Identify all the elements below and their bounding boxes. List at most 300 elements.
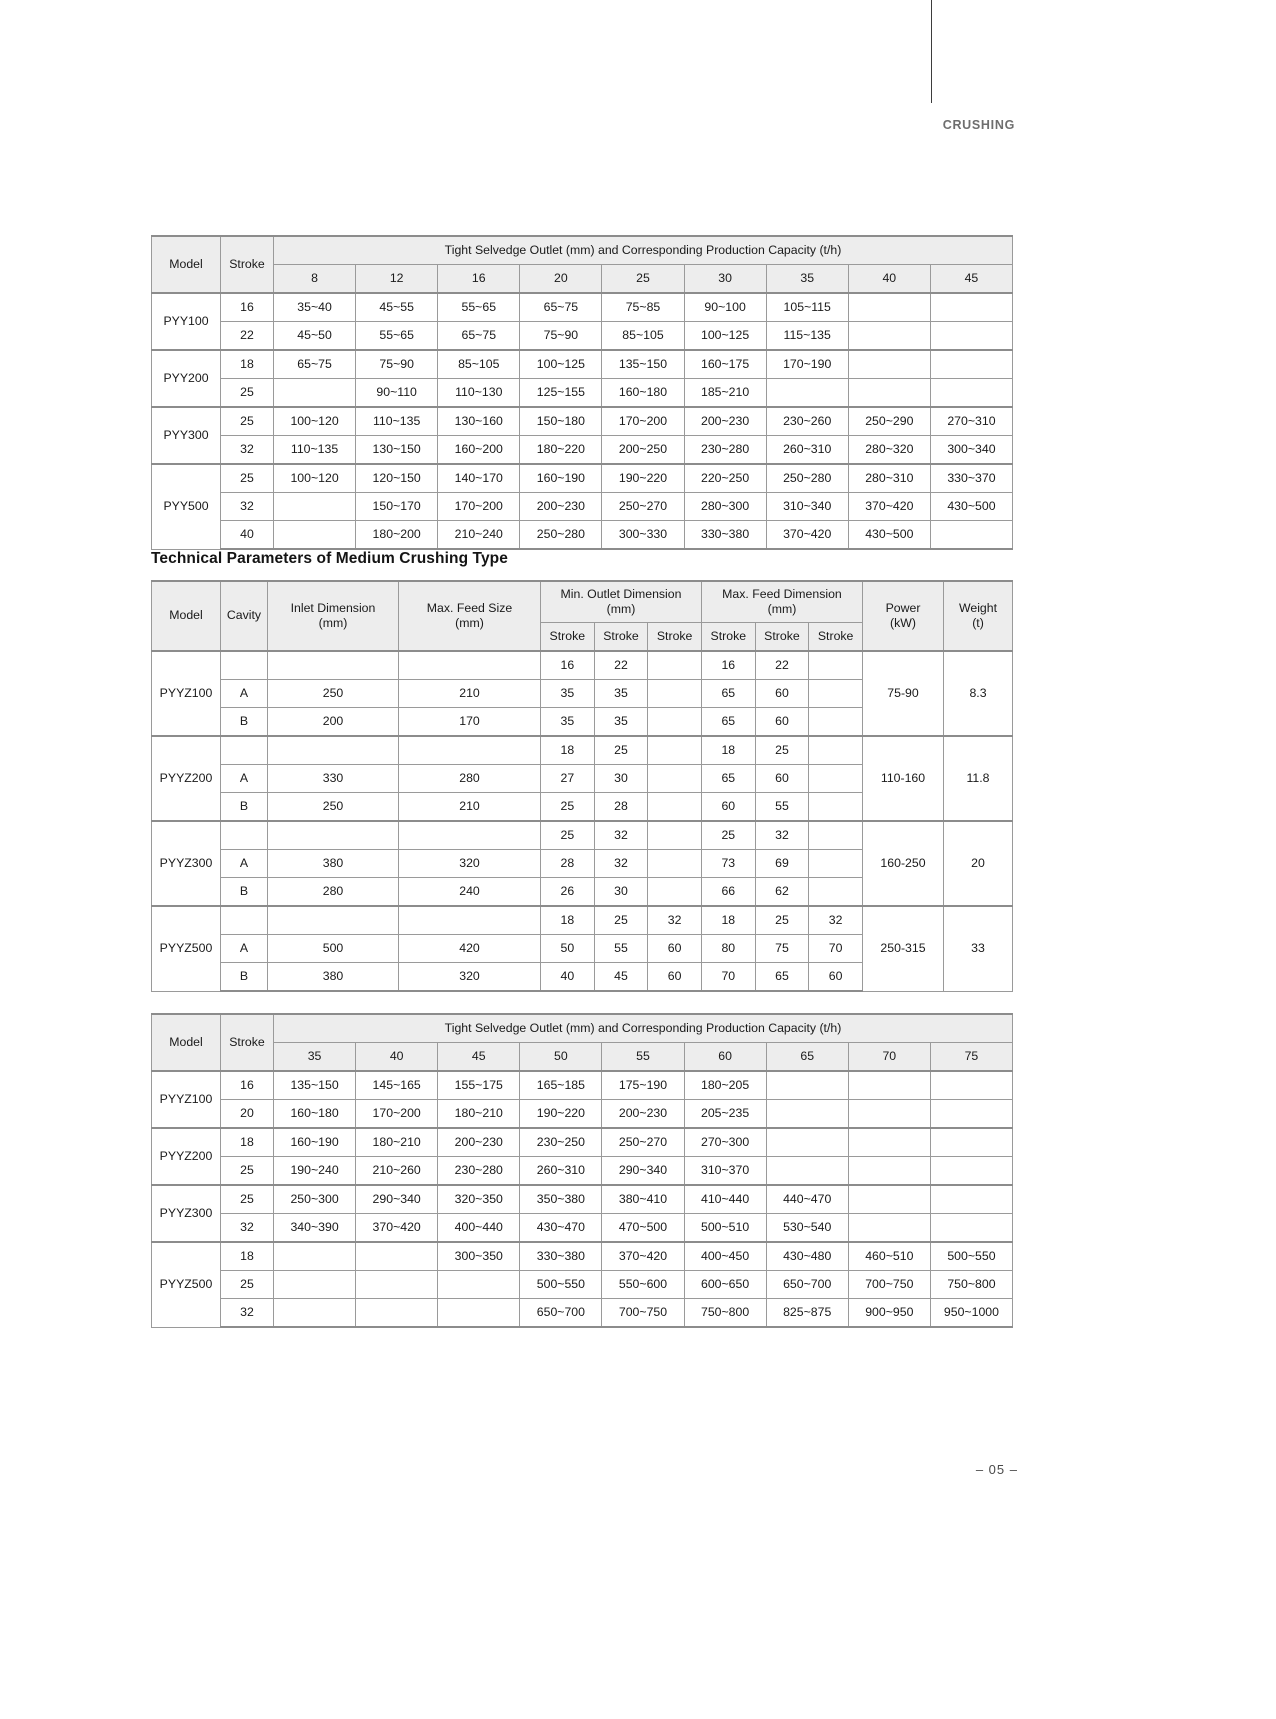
max-feed-dimension-cell: 55: [755, 793, 809, 822]
max-feed-dimension-cell: 60: [755, 680, 809, 708]
capacity-cell: 65~75: [520, 293, 602, 322]
capacity-cell: [930, 379, 1012, 408]
capacity-cell: 65~75: [438, 322, 520, 351]
capacity-cell: 190~240: [274, 1157, 356, 1186]
capacity-cell: [930, 1071, 1012, 1100]
capacity-cell: 170~190: [766, 350, 848, 379]
capacity-cell: 130~150: [356, 436, 438, 465]
capacity-cell: 45~50: [274, 322, 356, 351]
min-outlet-cell: 35: [541, 680, 595, 708]
table2-col-power-line1: Power: [885, 600, 921, 615]
table2-col-max-feed-size-line1: Max. Feed Size: [426, 600, 513, 615]
cavity-cell: A: [221, 850, 268, 878]
capacity-cell: 290~340: [356, 1185, 438, 1214]
capacity-cell: 45~55: [356, 293, 438, 322]
capacity-cell: 250~270: [602, 1128, 684, 1157]
capacity-cell: [848, 322, 930, 351]
capacity-cell: [356, 1299, 438, 1328]
max-feed-dimension-cell: 65: [701, 680, 755, 708]
inlet-dimension-cell: 200: [268, 708, 399, 737]
max-feed-dimension-cell: 69: [755, 850, 809, 878]
capacity-cell: 220~250: [684, 464, 766, 493]
capacity-cell: 470~500: [602, 1214, 684, 1243]
capacity-cell: 280~310: [848, 464, 930, 493]
min-outlet-cell: 32: [594, 821, 648, 850]
max-feed-dimension-cell: 25: [701, 821, 755, 850]
capacity-cell: 330~370: [930, 464, 1012, 493]
min-outlet-cell: [648, 793, 702, 822]
capacity-cell: 170~200: [356, 1100, 438, 1129]
capacity-cell: 400~440: [438, 1214, 520, 1243]
stroke-cell: 32: [221, 436, 274, 465]
table1-col-stroke: Stroke: [221, 236, 274, 293]
stroke-cell: 18: [221, 1242, 274, 1271]
capacity-cell: [930, 1157, 1012, 1186]
max-feed-size-cell: [399, 906, 541, 935]
outlet-header-70: 70: [848, 1043, 930, 1072]
capacity-cell: 110~135: [356, 407, 438, 436]
capacity-cell: 110~135: [274, 436, 356, 465]
capacity-cell: 200~230: [602, 1100, 684, 1129]
stroke-cell: 22: [221, 322, 274, 351]
cavity-cell: A: [221, 680, 268, 708]
max-feed-dimension-cell: [809, 708, 863, 737]
min-outlet-cell: 32: [594, 850, 648, 878]
table1-container: [151, 235, 1013, 550]
max-feed-dimension-cell: 16: [701, 651, 755, 680]
capacity-cell: 230~250: [520, 1128, 602, 1157]
capacity-cell: [930, 521, 1012, 550]
capacity-cell: 120~150: [356, 464, 438, 493]
weight-cell: 11.8: [944, 736, 1013, 821]
outlet-header-40: 40: [848, 265, 930, 294]
max-feed-dimension-cell: 62: [755, 878, 809, 907]
min-outlet-cell: 26: [541, 878, 595, 907]
table2-body: [152, 651, 1013, 991]
outlet-header-20: 20: [520, 265, 602, 294]
inlet-dimension-cell: 250: [268, 680, 399, 708]
table2-col-max-feed-dimension: [701, 581, 862, 623]
stroke-cell: 16: [221, 293, 274, 322]
capacity-cell: 280~300: [684, 493, 766, 521]
capacity-cell: 330~380: [684, 521, 766, 550]
capacity-cell: 370~420: [602, 1242, 684, 1271]
inlet-dimension-cell: 380: [268, 850, 399, 878]
capacity-cell: 900~950: [848, 1299, 930, 1328]
capacity-cell: [848, 1214, 930, 1243]
capacity-cell: [848, 1185, 930, 1214]
stroke-cell: 25: [221, 1185, 274, 1214]
capacity-cell: 310~370: [684, 1157, 766, 1186]
min-outlet-cell: 25: [594, 906, 648, 935]
min-outlet-cell: 60: [648, 963, 702, 992]
capacity-cell: 430~500: [848, 521, 930, 550]
min-outlet-cell: 28: [594, 793, 648, 822]
capacity-cell: [356, 1271, 438, 1299]
capacity-cell: 130~160: [438, 407, 520, 436]
outlet-header-55: 55: [602, 1043, 684, 1072]
inlet-dimension-cell: [268, 736, 399, 765]
max-feed-dimension-cell: 32: [809, 906, 863, 935]
capacity-cell: 135~150: [602, 350, 684, 379]
capacity-cell: 160~180: [274, 1100, 356, 1129]
table2-col-weight-line1: Weight: [958, 600, 998, 615]
capacity-cell: 280~320: [848, 436, 930, 465]
capacity-cell: 200~230: [520, 493, 602, 521]
table-row: [152, 1100, 1013, 1129]
capacity-cell: 150~180: [520, 407, 602, 436]
capacity-cell: 600~650: [684, 1271, 766, 1299]
cavity-cell: [221, 736, 268, 765]
section-label: CRUSHING: [942, 118, 1015, 132]
inlet-dimension-cell: 250: [268, 793, 399, 822]
table-row: [152, 379, 1013, 408]
max-feed-dimension-cell: 70: [701, 963, 755, 992]
capacity-cell: 300~330: [602, 521, 684, 550]
stroke-cell: 18: [221, 1128, 274, 1157]
capacity-cell: 350~380: [520, 1185, 602, 1214]
capacity-cell: 55~65: [356, 322, 438, 351]
capacity-cell: 410~440: [684, 1185, 766, 1214]
max-feed-dimension-cell: [809, 821, 863, 850]
table-row: [152, 464, 1013, 493]
model-cell: PYYZ200: [152, 736, 221, 821]
min-outlet-cell: 30: [594, 878, 648, 907]
capacity-cell: 165~185: [520, 1071, 602, 1100]
outlet-header-8: 8: [274, 265, 356, 294]
capacity-cell: [848, 1071, 930, 1100]
capacity-cell: 370~420: [356, 1214, 438, 1243]
capacity-cell: [848, 1100, 930, 1129]
capacity-cell: 270~300: [684, 1128, 766, 1157]
capacity-cell: 825~875: [766, 1299, 848, 1328]
cavity-cell: [221, 821, 268, 850]
cavity-cell: B: [221, 963, 268, 992]
outlet-header-65: 65: [766, 1043, 848, 1072]
capacity-cell: 160~180: [602, 379, 684, 408]
max-feed-size-cell: 320: [399, 850, 541, 878]
capacity-cell: 125~155: [520, 379, 602, 408]
max-feed-dimension-cell: [809, 736, 863, 765]
max-feed-size-cell: 320: [399, 963, 541, 992]
capacity-cell: [274, 379, 356, 408]
cavity-cell: A: [221, 765, 268, 793]
model-cell: PYYZ300: [152, 1185, 221, 1242]
table2-col-power-line2: (kW): [890, 616, 916, 630]
max-feed-dimension-cell: 18: [701, 736, 755, 765]
table-row: [152, 1157, 1013, 1186]
model-cell: PYY100: [152, 293, 221, 350]
stroke-cell: 25: [221, 379, 274, 408]
table-row: [152, 322, 1013, 351]
max-feed-dimension-cell: [809, 878, 863, 907]
min-outlet-cell: 40: [541, 963, 595, 992]
capacity-cell: 180~210: [438, 1100, 520, 1129]
min-outlet-cell: 28: [541, 850, 595, 878]
capacity-cell: [930, 293, 1012, 322]
min-outlet-cell: 45: [594, 963, 648, 992]
outlet-header-16: 16: [438, 265, 520, 294]
table2-col-max-feed-size: [399, 581, 541, 651]
capacity-cell: [930, 350, 1012, 379]
table-row: [152, 1071, 1013, 1100]
capacity-cell: 160~175: [684, 350, 766, 379]
capacity-cell: 400~450: [684, 1242, 766, 1271]
max-feed-size-cell: 210: [399, 680, 541, 708]
model-cell: PYYZ500: [152, 906, 221, 991]
capacity-cell: 750~800: [930, 1271, 1012, 1299]
stroke-subheader: Stroke: [701, 623, 755, 652]
capacity-cell: [848, 1157, 930, 1186]
table2-col-power: [863, 581, 944, 651]
capacity-cell: 550~600: [602, 1271, 684, 1299]
capacity-cell: 430~470: [520, 1214, 602, 1243]
min-outlet-cell: [648, 765, 702, 793]
max-feed-dimension-cell: 70: [809, 935, 863, 963]
max-feed-dimension-cell: [809, 680, 863, 708]
capacity-cell: 190~220: [520, 1100, 602, 1129]
min-outlet-cell: 32: [648, 906, 702, 935]
outlet-header-45: 45: [438, 1043, 520, 1072]
capacity-cell: 650~700: [766, 1271, 848, 1299]
min-outlet-cell: 30: [594, 765, 648, 793]
capacity-cell: [438, 1299, 520, 1328]
capacity-cell: [274, 493, 356, 521]
outlet-header-60: 60: [684, 1043, 766, 1072]
capacity-cell: [930, 1128, 1012, 1157]
max-feed-dimension-cell: 65: [701, 765, 755, 793]
capacity-cell: 155~175: [438, 1071, 520, 1100]
table-row: [152, 407, 1013, 436]
table2-col-max-feed-dim-line2: (mm): [767, 602, 797, 616]
table3-col-model: Model: [152, 1014, 221, 1071]
min-outlet-cell: 27: [541, 765, 595, 793]
capacity-cell: [930, 1185, 1012, 1214]
inlet-dimension-cell: [268, 906, 399, 935]
cavity-cell: B: [221, 708, 268, 737]
outlet-header-45: 45: [930, 265, 1012, 294]
min-outlet-cell: 22: [594, 651, 648, 680]
min-outlet-cell: 25: [541, 793, 595, 822]
header-vertical-rule: [931, 0, 932, 103]
min-outlet-cell: [648, 850, 702, 878]
capacity-cell: 200~230: [438, 1128, 520, 1157]
capacity-cell: 210~240: [438, 521, 520, 550]
section-title-container: [151, 550, 508, 568]
stroke-subheader: Stroke: [755, 623, 809, 652]
capacity-cell: [848, 1128, 930, 1157]
capacity-cell: 340~390: [274, 1214, 356, 1243]
capacity-cell: 100~125: [520, 350, 602, 379]
max-feed-size-cell: 210: [399, 793, 541, 822]
capacity-cell: 270~310: [930, 407, 1012, 436]
max-feed-dimension-cell: [809, 850, 863, 878]
stroke-subheader: Stroke: [541, 623, 595, 652]
capacity-cell: 380~410: [602, 1185, 684, 1214]
capacity-cell: [274, 1242, 356, 1271]
min-outlet-cell: [648, 708, 702, 737]
cavity-cell: [221, 651, 268, 680]
stroke-cell: 40: [221, 521, 274, 550]
stroke-cell: 18: [221, 350, 274, 379]
table2-col-min-outlet-line2: (mm): [606, 602, 636, 616]
capacity-cell: 100~125: [684, 322, 766, 351]
capacity-cell: 160~190: [520, 464, 602, 493]
power-cell: 75-90: [863, 651, 944, 736]
capacity-cell: 185~210: [684, 379, 766, 408]
max-feed-dimension-cell: 80: [701, 935, 755, 963]
table-row: [152, 906, 1013, 935]
capacity-cell: 460~510: [848, 1242, 930, 1271]
capacity-cell: 135~150: [274, 1071, 356, 1100]
min-outlet-cell: 35: [541, 708, 595, 737]
max-feed-dimension-cell: 32: [755, 821, 809, 850]
capacity-cell: 55~65: [438, 293, 520, 322]
capacity-cell: 250~270: [602, 493, 684, 521]
capacity-cell: 530~540: [766, 1214, 848, 1243]
table-row: [152, 350, 1013, 379]
capacity-cell: [848, 379, 930, 408]
max-feed-dimension-cell: 73: [701, 850, 755, 878]
table2-col-model: Model: [152, 581, 221, 651]
table2-container: [151, 580, 1013, 992]
stroke-cell: 25: [221, 464, 274, 493]
capacity-cell: [356, 1242, 438, 1271]
capacity-cell: 950~1000: [930, 1299, 1012, 1328]
capacity-cell: 160~190: [274, 1128, 356, 1157]
capacity-cell: 90~110: [356, 379, 438, 408]
capacity-cell: 75~90: [356, 350, 438, 379]
capacity-table-medium: [151, 1013, 1013, 1328]
capacity-cell: [438, 1271, 520, 1299]
capacity-cell: 300~340: [930, 436, 1012, 465]
capacity-cell: [274, 1299, 356, 1328]
max-feed-dimension-cell: 25: [755, 906, 809, 935]
outlet-header-35: 35: [766, 265, 848, 294]
table2-col-inlet-dimension: [268, 581, 399, 651]
capacity-cell: 330~380: [520, 1242, 602, 1271]
max-feed-dimension-cell: 65: [701, 708, 755, 737]
table2-header-row-1: [152, 581, 1013, 623]
capacity-cell: 190~220: [602, 464, 684, 493]
model-cell: PYY500: [152, 464, 221, 549]
capacity-cell: 250~290: [848, 407, 930, 436]
inlet-dimension-cell: 500: [268, 935, 399, 963]
weight-cell: 8.3: [944, 651, 1013, 736]
max-feed-dimension-cell: 75: [755, 935, 809, 963]
model-cell: PYYZ100: [152, 651, 221, 736]
max-feed-size-cell: [399, 651, 541, 680]
model-cell: PYY200: [152, 350, 221, 407]
section-title: Technical Parameters of Medium Crushing Type: [151, 550, 508, 567]
max-feed-size-cell: 280: [399, 765, 541, 793]
table2-col-cavity: Cavity: [221, 581, 268, 651]
table-row: [152, 436, 1013, 465]
max-feed-size-cell: [399, 736, 541, 765]
table-row: [152, 1299, 1013, 1328]
stroke-subheader: Stroke: [594, 623, 648, 652]
min-outlet-cell: 50: [541, 935, 595, 963]
table3-head: [152, 1014, 1013, 1071]
capacity-cell: 500~550: [520, 1271, 602, 1299]
max-feed-dimension-cell: [809, 765, 863, 793]
capacity-cell: 140~170: [438, 464, 520, 493]
capacity-cell: 75~90: [520, 322, 602, 351]
table1-head: [152, 236, 1013, 293]
capacity-cell: [930, 1100, 1012, 1129]
capacity-cell: 175~190: [602, 1071, 684, 1100]
capacity-cell: 100~120: [274, 464, 356, 493]
capacity-cell: 230~280: [438, 1157, 520, 1186]
model-cell: PYY300: [152, 407, 221, 464]
capacity-cell: 85~105: [438, 350, 520, 379]
table-row: [152, 293, 1013, 322]
max-feed-size-cell: 170: [399, 708, 541, 737]
min-outlet-cell: 25: [594, 736, 648, 765]
min-outlet-cell: 35: [594, 708, 648, 737]
table2-col-weight-line2: (t): [972, 616, 984, 630]
stroke-cell: 25: [221, 1157, 274, 1186]
table1-span-header: Tight Selvedge Outlet (mm) and Corresponding Production Capacity (t/h): [274, 236, 1013, 265]
capacity-cell: 300~350: [438, 1242, 520, 1271]
capacity-cell: 85~105: [602, 322, 684, 351]
page-number: – 05 –: [975, 1462, 1018, 1477]
min-outlet-cell: 16: [541, 651, 595, 680]
capacity-cell: [848, 350, 930, 379]
max-feed-dimension-cell: 60: [809, 963, 863, 992]
outlet-header-50: 50: [520, 1043, 602, 1072]
capacity-cell: [766, 1100, 848, 1129]
max-feed-dimension-cell: [809, 793, 863, 822]
capacity-cell: 650~700: [520, 1299, 602, 1328]
inlet-dimension-cell: 330: [268, 765, 399, 793]
table-row: [152, 821, 1013, 850]
capacity-cell: [766, 1071, 848, 1100]
table-row: [152, 1128, 1013, 1157]
table-row: [152, 1185, 1013, 1214]
power-cell: 110-160: [863, 736, 944, 821]
outlet-header-30: 30: [684, 265, 766, 294]
capacity-cell: 250~280: [520, 521, 602, 550]
capacity-cell: 65~75: [274, 350, 356, 379]
capacity-cell: 700~750: [848, 1271, 930, 1299]
table-row: [152, 1214, 1013, 1243]
table2-col-inlet-dimension-line2: (mm): [318, 616, 348, 630]
stroke-cell: 25: [221, 407, 274, 436]
table3-span-header: Tight Selvedge Outlet (mm) and Corresponding Production Capacity (t/h): [274, 1014, 1013, 1043]
table-row: [152, 1242, 1013, 1271]
technical-parameters-table: [151, 580, 1013, 992]
table2-col-min-outlet-dimension: [541, 581, 702, 623]
outlet-header-40: 40: [356, 1043, 438, 1072]
stroke-cell: 32: [221, 493, 274, 521]
inlet-dimension-cell: 280: [268, 878, 399, 907]
capacity-cell: 90~100: [684, 293, 766, 322]
capacity-cell: 260~310: [520, 1157, 602, 1186]
min-outlet-cell: 55: [594, 935, 648, 963]
min-outlet-cell: 18: [541, 736, 595, 765]
power-cell: 160-250: [863, 821, 944, 906]
capacity-cell: 160~200: [438, 436, 520, 465]
max-feed-dimension-cell: 18: [701, 906, 755, 935]
capacity-cell: 145~165: [356, 1071, 438, 1100]
min-outlet-cell: 60: [648, 935, 702, 963]
outlet-header-25: 25: [602, 265, 684, 294]
outlet-header-12: 12: [356, 265, 438, 294]
capacity-cell: 500~510: [684, 1214, 766, 1243]
table3-container: [151, 1013, 1013, 1328]
cavity-cell: B: [221, 878, 268, 907]
